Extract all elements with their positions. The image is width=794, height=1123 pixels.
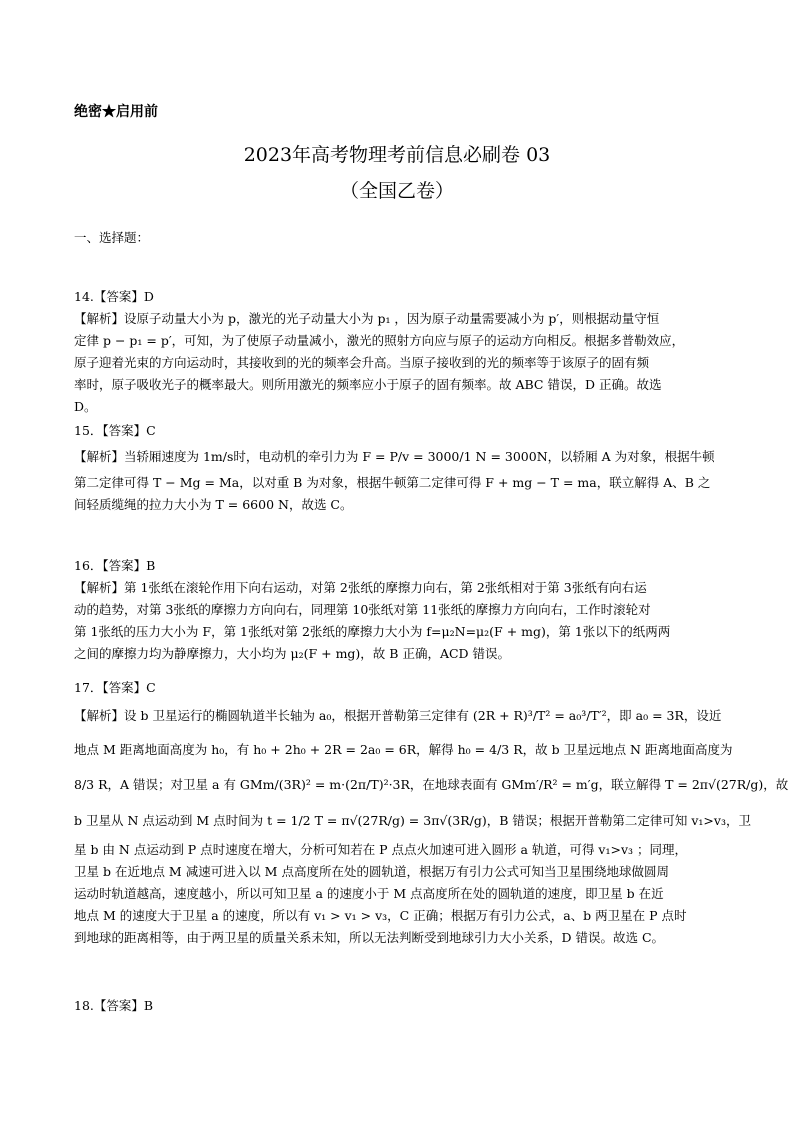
answer-18: 18.【答案】B xyxy=(74,998,154,1013)
explanation-line: b 卫星从 N 点运动到 M 点时间为 t = 1/2 T = π√(27R/g) = 3π√(3R/g)，B 错误；根据开普勒第二定律可知 v₁>v₃，卫 xyxy=(74,813,751,828)
explanation-line: 卫星 b 在近地点 M 减速可进入以 M 点高度所在处的圆轨道，根据万有引力公式可知当卫星围绕地球做圆周 xyxy=(74,864,669,879)
explanation-line: 第二定律可得 T − Mg = Ma，以对重 B 为对象，根据牛顿第二定律可得 F + mg − T = ma，联立解得 A、B 之 xyxy=(74,475,711,490)
page-subtitle: （全国乙卷） xyxy=(339,180,454,202)
question-15 xyxy=(74,420,720,516)
confidential-label: 绝密★启用前 xyxy=(74,104,158,120)
question-18 xyxy=(74,995,720,1017)
answer-14: 14.【答案】D xyxy=(74,289,154,304)
explanation-line: 动的趋势，对第 3张纸的摩擦力方向向右，同理第 10张纸对第 11张纸的摩擦力方向向右，工作时滚轮对 xyxy=(74,602,651,617)
explanation-line: 地点 M 距离地面高度为 h₀，有 h₀ + 2h₀ + 2R = 2a₀ = 6R，解得 h₀ = 4/3 R，故 b 卫星远地点 N 距离地面高度为 xyxy=(74,742,733,757)
explanation-line: 地点 M 的速度大于卫星 a 的速度，所以有 v₁ > v₁ > v₃，C 正确；根据万有引力公式，a、b 两卫星在 P 点时 xyxy=(74,908,687,923)
explanation-line: 原子迎着光束的方向运动时，其接收到的光的频率会升高。当原子接收到的光的频率等于该原子的固有频 xyxy=(74,355,650,370)
explanation-line: 到地球的距离相等，由于两卫星的质量关系未知，所以无法判断受到地球引力大小关系，D 错误。故选 C。 xyxy=(74,930,665,945)
explanation-line: 第 1张纸的压力大小为 F，第 1张纸对第 2张纸的摩擦力大小为 f=μ₂N=μ₂(F + mg)，第 1张以下的纸两两 xyxy=(74,624,671,639)
section-heading: 一、选择题： xyxy=(74,230,150,245)
answer-16: 16．【答案】B xyxy=(74,558,156,573)
question-16 xyxy=(74,555,720,665)
explanation-line: 8/3 R，A 错误；对卫星 a 有 GMm/(3R)² = m·(2π/T)²·3R，在地球表面有 GMm′/R² = m′g，联立解得 T = 2π√(27R/g)，故 xyxy=(74,777,789,792)
explanation-line: 【解析】设 b 卫星运行的椭圆轨道半长轴为 a₀，根据开普勒第三定律有 (2R + R)³/T² = a₀³/T′²，即 a₀ = 3R，设近 xyxy=(74,708,722,723)
page-title: 2023年高考物理考前信息必刷卷 03 xyxy=(243,144,551,166)
explanation-line: 星 b 由 N 点运动到 P 点时速度在增大，分析可知若在 P 点点火加速可进入圆形 a 轨道，可得 v₁>v₃ ；同理， xyxy=(74,842,688,857)
explanation-line: 【解析】第 1张纸在滚轮作用下向右运动，对第 2张纸的摩擦力向右，第 2张纸相对于第 3张纸有向右运 xyxy=(74,580,647,595)
explanation-line: 运动时轨道越高，速度越小，所以可知卫星 a 的速度小于 M 点高度所在处的圆轨道的速度，即卫星 b 在近 xyxy=(74,886,664,901)
answer-15: 15．【答案】C xyxy=(74,423,156,438)
explanation-line: 【解析】当轿厢速度为 1m/s时，电动机的牵引力为 F = P/v = 3000/1 N = 3000N，以轿厢 A 为对象，根据牛顿 xyxy=(74,449,715,464)
question-17 xyxy=(74,677,789,949)
explanation-line: 间轻质缆绳的拉力大小为 T = 6600 N，故选 C。 xyxy=(74,497,353,512)
explanation-line: D。 xyxy=(74,399,97,414)
explanation-line: 率时，原子吸收光子的概率最大。则所用激光的频率应小于原子的固有频率。故 ABC 错误，D 正确。故选 xyxy=(74,377,662,392)
explanation-line: 之间的摩擦力均为静摩擦力，大小均为 μ₂(F + mg)，故 B 正确，ACD 错误。 xyxy=(74,646,511,661)
answer-17: 17．【答案】C xyxy=(74,680,156,695)
explanation-line: 定律 p − p₁ = p′，可知，为了使原子动量减小，激光的照射方向应与原子的运动方向相反。根据多普勒效应， xyxy=(74,333,685,348)
question-14 xyxy=(74,286,720,418)
explanation-line: 【解析】设原子动量大小为 p，激光的光子动量大小为 p₁ ，因为原子动量需要减小为 p′，则根据动量守恒 xyxy=(74,311,660,326)
